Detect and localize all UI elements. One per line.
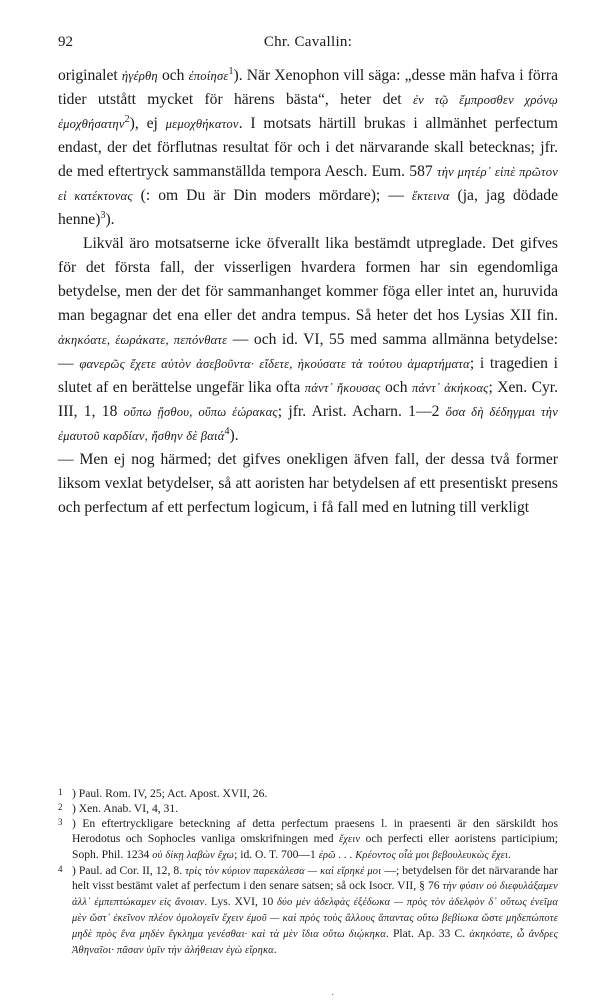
footnote-text: ) En eftertryckligare beteckning af detta perfectum praesens l. in praesenti är den särskildt hos Herodotus och Sophocles vanliga omskrifningen med (72, 816, 558, 845)
footnote-number: 3 (58, 816, 63, 827)
text: (: om Du är Din moders mördare); — (132, 187, 412, 204)
footnote-4 (58, 864, 558, 959)
greek-quote: ἐποίησε (188, 69, 229, 83)
greek-quote: ἔκτεινα (411, 189, 450, 203)
text: ). När Xenophon vill säga: „desse män hafva i förra tider utstått mycket för härens bästa“, heter det (58, 67, 559, 108)
text: ; jfr. Arist. Acharn. 1—2 (277, 403, 446, 420)
footnote-text: ) Paul. ad Cor. II, 12, 8. (72, 863, 186, 877)
page-header (58, 34, 558, 56)
text: ; i tragedien i slutet af en berättelse ungefär lika ofta (58, 355, 558, 396)
text: ). (229, 427, 239, 444)
text: — Men ej nog härmed; det gifves onekligen äfven fall, der dessa två former liksom vexlat betydelser, så att aoristen har betydelsen af ett presentiskt presens och perfectum af ett perfectum logicum, i få fall med en lutning till verkligt (58, 451, 558, 516)
text: — och id. VI, 55 med samma allmänna betydelse: — (58, 331, 558, 372)
main-text (58, 64, 558, 520)
page-number: 92 (58, 34, 73, 50)
greek-quote: ἐρῶ . . . Κρέοντος οἷά μοι βεβουλευκὼς ἔχει (318, 849, 509, 861)
footnote-number: 1 (58, 787, 63, 797)
greek-quote: τρὶς τὸν κύριον παρεκάλεσα — καὶ εἴρηκέ μοι (185, 865, 382, 877)
footnote-text: . Plat. Ap. 33 C. (385, 927, 470, 941)
footnote-text: . (273, 943, 277, 957)
paragraph-1 (58, 64, 558, 232)
greek-quote: δύο μὲν ἀδελφὰς ἐξέδωκα — πρὸς τὸν ἀδελφὸν δ᾽ οὕτως ἐνεῖμα μὲν ὥστ᾽ ἐκεῖνον πλέον ὁμολογεῖν ἔχειν ἐμοῦ — καὶ πρὸς τοὺς ἄλλους ἅπαντας οὕτω βεβίωκα ὥστε μηδεπώποτε μηδὲ πρὸς ἕνα μηδὲν ἔγκλημα γενέσθαι· καὶ τὰ μὲν ἴδια οὕτω διῴκηκα (72, 897, 558, 941)
page-mark: · (331, 990, 335, 1001)
footnote-text: och perfecti eller aoristens participium; Soph. Phil. 1234 (72, 831, 559, 861)
text: och (157, 67, 189, 84)
text: (ja, jag dödade henne) (58, 187, 559, 228)
text: och (380, 379, 412, 396)
text: ). (105, 211, 115, 228)
footnote-1 (58, 787, 558, 802)
text: ), ej (129, 115, 166, 132)
greek-quote: ἀκηκόατε, ὦ ἄνδρες Ἀθηναῖοι· πᾶσαν ὑμῖν τὴν ἀλήθειαν ἐγὼ εἴρηκα (72, 929, 558, 957)
text: ; Xen. Cyr. III, 1, 18 (58, 379, 559, 420)
text: . I motsats härtill brukas i allmänhet perfectum endast, der det förflutnas resultat för och i det närvarande skall betecknas; jfr. de med eftertryck sammanställda tempora Aesch. Eum. 587 (58, 115, 558, 180)
greek-quote: ἀκηκόατε, ἑωράκατε, πεπόνθατε (58, 333, 228, 347)
greek-quote: πάντ᾽ ἀκήκοας (411, 381, 489, 395)
footnote-3 (58, 817, 558, 864)
greek-quote: ἐν τῷ ἔμπροσθεν χρόνῳ ἐμοχθήσατην (58, 93, 558, 131)
text: Likväl äro motsatserne icke öfverallt lika bestämdt utpreglade. Det gifves för det första fall, der visserligen hvardera formen har sin egendomliga betydelse, men der det för sammanhanget kommer föga eller intet an, huruvida man begagnar det ena eller det andra tempus. Så heter det hos Lysias XII fin. (58, 235, 558, 324)
footnote-2 (58, 802, 558, 817)
greek-quote: ὅσα δὴ δέδηγμαι τὴν ἐμαυτοῦ καρδίαν, ἥσθην δὲ βαιά (58, 405, 559, 443)
footnote-ref: 2 (124, 113, 130, 125)
greek-quote: οὐ δίκῃ λαβὼν ἔχω (152, 849, 235, 861)
footnote-text: ; id. O. T. 700—1 (234, 847, 319, 861)
footnote-number: 2 (58, 801, 63, 812)
footnote-text: ) Xen. Anab. VI, 4, 31. (72, 801, 179, 815)
greek-quote: οὔπω ᾔσθου, οὔπω ἑώρακας (123, 405, 278, 419)
greek-quote: τὴν μητέρ᾽ εἰπὲ πρῶτον εἰ κατέκτονας (58, 165, 558, 203)
footnote-text: ) Paul. Rom. IV, 25; Act. Apost. XVII, 26. (72, 787, 268, 800)
greek-quote: τὴν φύσιν οὐ διεφυλάξαμεν ἀλλ᾽ ἐμπεπτώκαμεν εἰς ἄνοιαν (72, 881, 558, 909)
footnote-number: 4 (58, 863, 63, 874)
running-title: Chr. Cavallin: (263, 34, 353, 50)
footnote-ref: 4 (224, 425, 230, 437)
footnote-text: —; betydelsen för det närvarande har helt visst bestämt valet af perfectum i den senare satsen; så ock Isocr. VII, § 76 (72, 863, 559, 893)
greek-quote: μεμοχθήκατον (165, 117, 239, 131)
footnote-text: . (508, 847, 511, 861)
greek-quote: φανερῶς ἔχετε αὐτὸν ἀσεβοῦντα· εἴδετε, ἠκούσατε τὰ τούτου ἁμαρτήματα (79, 357, 470, 371)
footnote-ref: 3 (100, 209, 106, 221)
footnote-ref: 1 (228, 65, 234, 77)
footnote-text: . Lys. XVI, 10 (204, 895, 278, 909)
footnotes (58, 787, 558, 959)
greek-quote: πάντ᾽ ἤκουσας (304, 381, 381, 395)
greek-quote: ἔχειν (338, 833, 361, 845)
text: originalet (58, 67, 122, 84)
greek-quote: ἠγέρθη (121, 69, 158, 83)
paragraph-3 (58, 448, 558, 520)
paragraph-2 (58, 232, 558, 448)
